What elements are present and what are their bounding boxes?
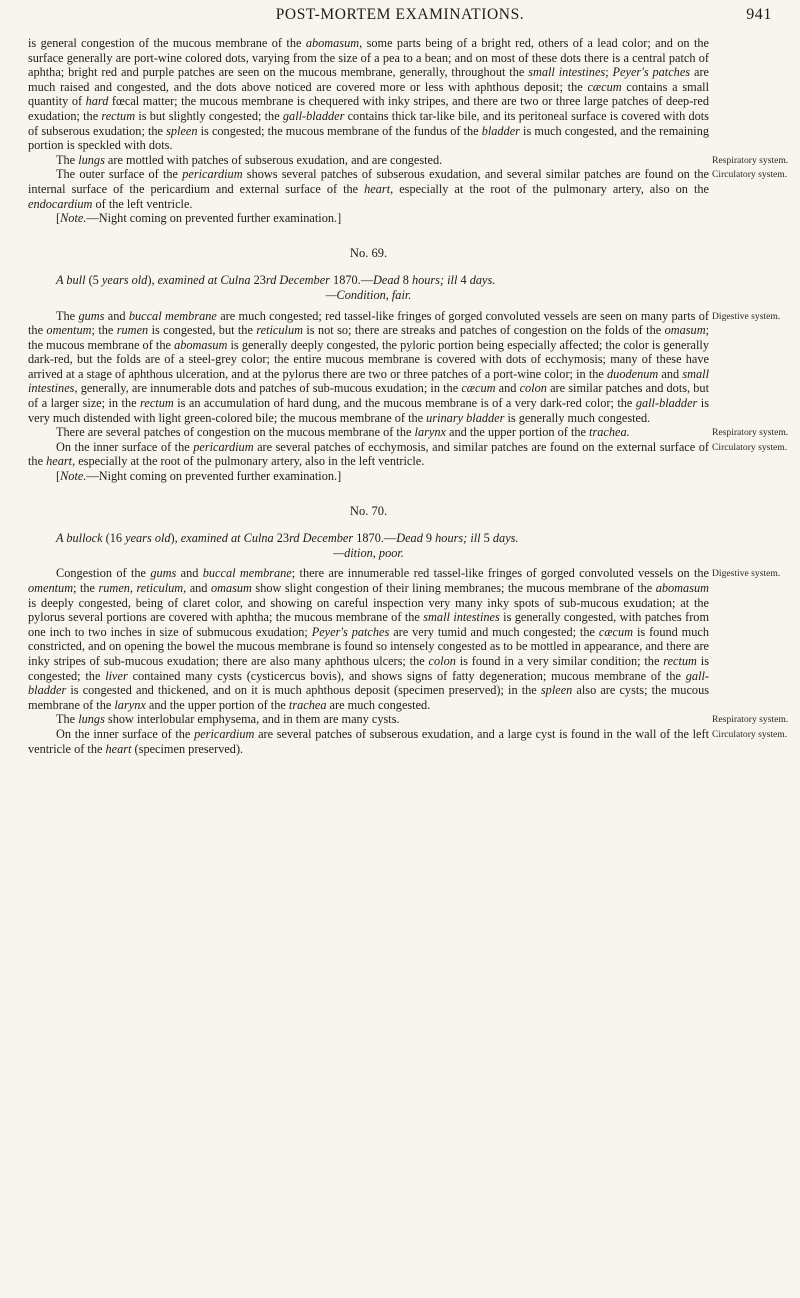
italic-text: heart (105, 741, 132, 756)
text-run: On the inner surface of the (56, 439, 194, 454)
italic-text: gums (150, 566, 177, 581)
italic-text: urinary bladder (426, 410, 505, 425)
text-run: —Night coming on prevented further examination.] (86, 211, 342, 226)
page-body (28, 36, 709, 756)
margin-note: Respiratory system. (712, 427, 789, 438)
text-run: are very tumid and much congested; the (389, 624, 599, 639)
text-run: (16 (102, 531, 126, 546)
paragraph (28, 153, 709, 168)
italic-text: hard (85, 94, 109, 109)
text-run: No. 69. (349, 245, 388, 260)
margin-note: Circulatory system. (712, 442, 788, 453)
text-run: There are several patches of congestion on the mucous membrane of the (56, 425, 415, 440)
text-run: shows several patches of subserous exudation, and several similar patches are found on the internal surface of the pericardium and external surface of the (28, 167, 709, 196)
text-run: [ (56, 469, 61, 484)
italic-text: abomasum (655, 581, 710, 595)
text-run: (5 (85, 273, 102, 288)
text-run: of the left ventricle. (92, 196, 193, 211)
text-run: The outer surface of the (56, 167, 183, 182)
italic-text: lungs (78, 712, 105, 727)
italic-text: days. (469, 273, 496, 288)
italic-text: reticulum (256, 323, 303, 338)
case-subject-line (28, 531, 709, 546)
italic-text: rumen, reticulum, (98, 581, 187, 595)
text-run: is generally much congested. (504, 410, 651, 425)
text-run: 9 (422, 531, 436, 546)
italic-text: liver (105, 668, 128, 683)
italic-text: rectum (101, 108, 136, 123)
paragraph (28, 425, 709, 440)
italic-text: endocardium (28, 196, 93, 211)
text-run: The (56, 152, 79, 167)
text-run: 4 (457, 273, 470, 288)
text-run: The (56, 712, 79, 727)
margin-note: Digestive system. (712, 311, 781, 322)
editor-note (28, 469, 709, 484)
text-run: and the upper portion of the (445, 425, 590, 440)
text-run: (specimen preserved). (131, 741, 244, 756)
text-run: is congested and thickened, and on it is much aphthous deposit (specimen preserved); in the (66, 683, 541, 698)
italic-text: Peyer's patches (612, 65, 691, 80)
italic-text: pericardium (194, 726, 255, 741)
italic-text: abomasum, (305, 36, 363, 50)
paragraph (28, 36, 709, 153)
italic-text: omentum (28, 581, 74, 595)
editor-note (28, 211, 709, 226)
case-heading (28, 504, 709, 519)
italic-text: gall-bladder (635, 396, 698, 411)
italic-text: Dead (373, 273, 400, 288)
paragraph (28, 309, 709, 426)
italic-text: cæcum (598, 624, 634, 639)
italic-text: spleen (166, 123, 198, 138)
italic-text: —dition, poor. (333, 545, 404, 560)
italic-text: hours; ill (435, 531, 481, 546)
text-run: and (104, 308, 129, 323)
text-run: also are cysts; the mucous membrane of the (28, 683, 709, 712)
text-run: is general congestion of the mucous membrane of the (28, 36, 306, 50)
italic-text: abomasum (174, 337, 228, 352)
italic-text: heart, (364, 181, 394, 196)
italic-text: rd December (265, 273, 330, 288)
case-condition-line (28, 288, 709, 303)
text-run: are several patches of subserous exudation, and a large cyst is found in the wall of the left ventricle of the (28, 726, 710, 756)
italic-text: trachea. (589, 425, 630, 440)
italic-text: pericardium (193, 439, 254, 454)
italic-text: rectum (663, 653, 697, 668)
text-run: generally, are innumerable dots and patches of sub-mucous exudation; in the (77, 381, 462, 396)
text-run: and the upper portion of the (145, 697, 289, 712)
italic-text: omasum (664, 323, 706, 338)
italic-text: pericardium (182, 167, 243, 182)
italic-text: small intestines (423, 610, 500, 625)
paragraph (28, 566, 709, 712)
text-run: ; the mucous membrane of the (28, 323, 709, 352)
italic-text: days. (492, 531, 519, 546)
italic-text: rumen (116, 323, 149, 338)
text-run: 23 (250, 273, 266, 288)
page-number: 941 (746, 6, 772, 23)
text-run: is generally deeply congested, the pyloric portion being especially affected; the color is generally dark-red, but the folds are of a steel-grey color; the entire mucous membrane is covered with dots of ecchymosis; many of these have arrived at a stage of aphthous ulceration, and at the pylorus there are two or three patches of a port-wine color; in the (28, 337, 709, 381)
text-run: ), (147, 273, 158, 288)
text-run: are several patches of ecchymosis, and similar patches are found on the external surface of the (28, 439, 709, 469)
italic-text: omasum (210, 581, 252, 595)
text-run: 23 (273, 531, 290, 546)
italic-text: Note. (60, 211, 87, 226)
text-run: 1870.— (353, 531, 397, 546)
text-run: is not so; there are streaks and patches of congestion on the folds of the (302, 323, 665, 338)
text-run: ; the (91, 323, 117, 338)
italic-text: spleen (540, 683, 573, 698)
italic-text: examined at Culna (157, 273, 251, 288)
text-run: is congested; the (28, 653, 709, 683)
text-run: is but slightly congested; the (135, 108, 283, 123)
italic-text: years old (125, 531, 171, 546)
italic-text: omentum (46, 323, 92, 338)
text-run: ; there are innumerable red tassel-like fringes of gorged convoluted vessels on the (291, 566, 709, 581)
italic-text: gall-bladder (28, 668, 709, 698)
italic-text: years old (101, 273, 148, 288)
text-run: The (56, 308, 79, 323)
text-run: ; (605, 65, 613, 80)
italic-text: examined at Culna (180, 531, 274, 546)
italic-text: heart, (46, 454, 76, 469)
text-run: is congested, but the (148, 323, 257, 338)
text-run: [ (56, 211, 61, 226)
italic-text: cæcum (587, 79, 622, 94)
paragraph (28, 712, 709, 727)
text-run: —Night coming on prevented further examination.] (86, 469, 342, 484)
text-run: On the inner surface of the (56, 726, 195, 741)
case-subject-line (28, 273, 709, 288)
text-run: contained many cysts (cysticercus bovis), and shows signs of fatty degeneration; mucous membrane of the (127, 668, 686, 683)
italic-text: rd December (289, 531, 354, 546)
text-run: fœcal matter; the mucous membrane is chequered with inky stripes, and there are two or three large patches of deep-red exudation; the (28, 94, 709, 123)
text-run: is deeply congested, being of claret color, and showing on careful inspection very many inky spots of sub-mucous exudation; at the pylorus several portions are covered with aphtha; the mucous membrane of the (28, 595, 709, 625)
case-heading (28, 246, 709, 261)
text-run: is much congested, and the remaining portion is speckled with dots. (28, 123, 709, 153)
text-run: contains a small quantity of (28, 79, 709, 109)
italic-text: A bull (56, 273, 86, 288)
text-run: and (658, 366, 683, 381)
italic-text: A bullock (56, 531, 103, 546)
text-run: 5 (480, 531, 493, 546)
text-run: is generally congested, with patches from one inch to two inches in size of submucous exudation; (28, 610, 710, 639)
text-run: some parts being of a bright red, others of a lead color; and on the surface generally are port-wine colored dots, varying from the size of a pea to a bean; and on most of these dots there is a central patch of aphtha; bright red and purple patches are seen on the mucous membrane, generally, throughout the (28, 36, 709, 80)
text-run: are similar patches and dots, but of a larger size; in the (28, 381, 709, 411)
text-run: is an accumulation of hard dung, and the mucous membrane is of a very dark-red color; the (173, 396, 636, 411)
text-run: show interlobular emphysema, and in them are many cysts. (104, 712, 400, 727)
text-run: are much raised and congested, and the dots above noticed are covered more or less with aphthous deposit; the (28, 65, 710, 94)
text-run: is found much constricted, and on opening the bowel the mucous membrane is found so intensely congested as to be mottled in appearance, and there are inky stripes of sub-mucous exudation; there are also many aphthous ulcers; the (28, 624, 709, 668)
text-run: is very much distended with light green-colored bile; the mucous membrane of the (28, 396, 709, 425)
italic-text: Peyer's patches (311, 624, 390, 639)
italic-text: larynx (114, 697, 146, 712)
italic-text: colon (519, 381, 547, 396)
text-run: and (176, 566, 203, 581)
text-run: Congestion of the (56, 566, 151, 581)
margin-note: Respiratory system. (712, 155, 789, 166)
text-run: is congested; the mucous membrane of the fundus of the (197, 123, 482, 138)
margin-note: Circulatory system. (712, 169, 788, 180)
italic-text: Dead (396, 531, 423, 546)
text-run: ; the (73, 581, 99, 595)
margin-note: Circulatory system. (712, 729, 788, 740)
text-run: 1870.— (329, 273, 374, 288)
text-run: and (186, 581, 211, 595)
text-run: No. 70. (349, 503, 388, 518)
text-run: and (495, 381, 520, 396)
paragraph (28, 727, 709, 756)
italic-text: buccal membrane (202, 566, 292, 581)
italic-text: rectum (140, 396, 174, 411)
italic-text: hours; ill (411, 273, 458, 288)
italic-text: larynx (414, 425, 446, 440)
italic-text: lungs (78, 152, 105, 167)
text-run: are much congested. (326, 697, 431, 712)
paragraph (28, 167, 709, 211)
italic-text: Note. (60, 469, 87, 484)
margin-note: Respiratory system. (712, 714, 789, 725)
text-run: especially at the root of the pulmonary artery, also on the (393, 181, 709, 196)
page-header (0, 6, 800, 30)
italic-text: small intestines (528, 65, 606, 80)
italic-text: buccal membrane (128, 308, 217, 323)
text-run: contains thick tar-like bile, and its peritoneal surface is covered with dots of subserous exudation; the (28, 108, 709, 138)
text-run: is found in a very similar condition; the (455, 653, 664, 668)
italic-text: gums (78, 308, 105, 323)
italic-text: —Condition, fair. (325, 287, 412, 302)
text-run: 8 (399, 273, 412, 288)
italic-text: colon (428, 653, 456, 668)
paragraph (28, 440, 709, 469)
margin-note: Digestive system. (712, 568, 781, 579)
text-run: are mottled with patches of subserous exudation, and are congested. (104, 152, 443, 167)
italic-text: duodenum (607, 366, 659, 381)
text-run: show slight congestion of their lining membranes; the mucous membrane of the (251, 581, 656, 595)
italic-text: gall-bladder (282, 108, 345, 123)
italic-text: trachea (288, 697, 327, 712)
case-condition-line (28, 546, 709, 561)
running-title: POST-MORTEM EXAMINATIONS. (275, 6, 525, 23)
text-run: ), (170, 531, 181, 546)
text-run: especially at the root of the pulmonary artery, also in the left ventricle. (75, 454, 425, 469)
text-run: are much congested; red tassel-like fringes of gorged convoluted vessels are seen on many parts of the (28, 308, 709, 338)
italic-text: small intestines, (28, 366, 709, 396)
italic-text: cæcum (461, 381, 496, 396)
italic-text: bladder (481, 123, 520, 138)
